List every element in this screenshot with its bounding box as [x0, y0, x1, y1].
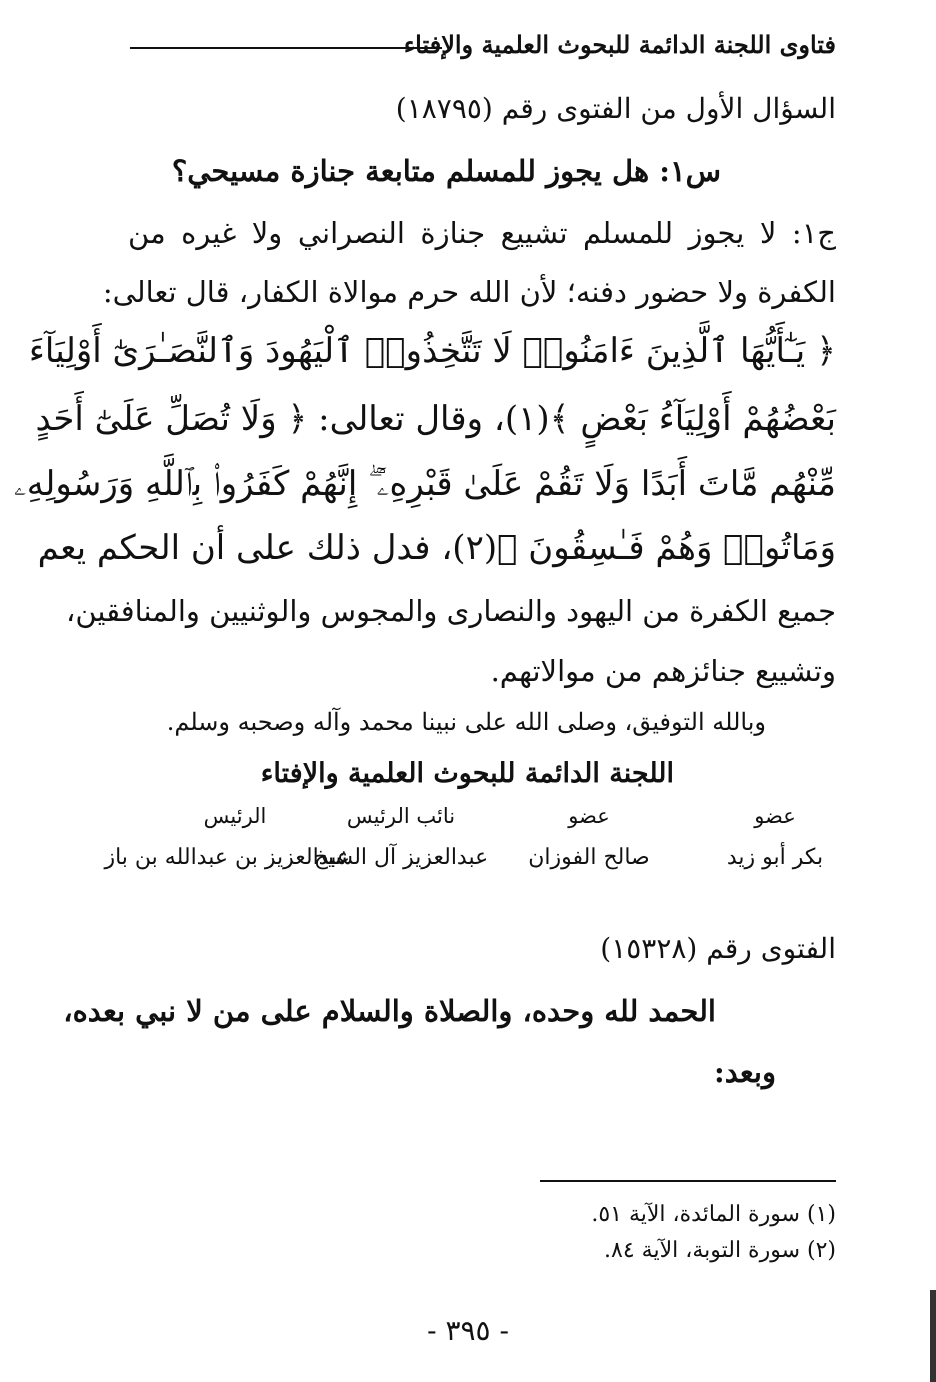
signatory-role-1: عضو — [754, 804, 796, 828]
fatwa-number-heading: الفتوى رقم (١٥٣٢٨) — [600, 932, 836, 965]
header-rule — [130, 47, 442, 49]
closing-line: وبالله التوفيق، وصلى الله على نبينا محمد وآله وصحبه وسلم. — [166, 708, 766, 736]
signatory-role-2: عضو — [568, 804, 610, 828]
signatory-role-3: نائب الرئيس — [346, 804, 456, 828]
wabad-line: وبعد: — [714, 1055, 776, 1089]
answer-line-5-quran: مِّنْهُم مَّاتَ أَبَدًا وَلَا تَقُمْ عَلَىٰ قَبْرِهِۦٓ ۖ إِنَّهُمْ كَفَرُوا۟ بِٱللَّهِ وَرَسُولِهِۦ — [13, 464, 836, 504]
page-number: - ٣٩٥ - — [427, 1314, 509, 1347]
footnote-2: (٢) سورة التوبة، الآية ٨٤. — [604, 1238, 836, 1263]
answer-line-6-quran: وَمَاتُوا۟ وَهُمْ فَـٰسِقُونَ ﴾(٢)، فدل ذلك على أن الحكم يعم — [37, 528, 836, 568]
answer-line-3-quran: ﴿ يَـٰٓأَيُّهَا ٱلَّذِينَ ءَامَنُوا۟ لَا تَتَّخِذُوا۟ ٱلْيَهُودَ وَٱلنَّصَـٰرَىٰٓ أَوْلِيَآءَ — [28, 331, 836, 371]
answer-line-1: ج١: لا يجوز للمسلم تشييع جنازة النصراني ولا غيره من — [128, 216, 836, 250]
signatory-role-4: الرئيس — [203, 804, 267, 828]
footnote-rule — [540, 1180, 836, 1182]
fatwa-question-heading: السؤال الأول من الفتوى رقم (١٨٧٩٥) — [395, 92, 836, 125]
signatory-name-1: بكر أبو زيد — [726, 845, 824, 870]
answer-line-8: وتشييع جنائزهم من موالاتهم. — [490, 654, 836, 688]
question-text: س١: هل يجوز للمسلم متابعة جنازة مسيحي؟ — [171, 154, 721, 188]
answer-line-2: الكفرة ولا حضور دفنه؛ لأن الله حرم موالاة الكفار، قال تعالى: — [102, 275, 836, 309]
footnote-1: (١) سورة المائدة، الآية ٥١. — [591, 1202, 836, 1227]
answer-line-4-quran: بَعْضُهُمْ أَوْلِيَآءُ بَعْضٍ ﴾(١)، وقال تعالى: ﴿ وَلَا تُصَلِّ عَلَىٰٓ أَحَدٍ — [35, 399, 836, 439]
praise-line: الحمد لله وحده، والصلاة والسلام على من لا نبي بعده، — [63, 994, 716, 1028]
signatory-name-3: عبدالعزيز آل الشيخ — [313, 845, 489, 870]
committee-name: اللجنة الدائمة للبحوث العلمية والإفتاء — [260, 758, 674, 789]
running-header-title: فتاوى اللجنة الدائمة للبحوث العلمية والإفتاء — [403, 30, 836, 59]
signatory-name-4: عبدالعزيز بن عبدالله بن باز — [104, 845, 350, 870]
answer-line-7: جميع الكفرة من اليهود والنصارى والمجوس والوثنيين والمنافقين، — [65, 594, 836, 628]
scan-edge-shadow — [930, 1290, 936, 1382]
signatory-name-2: صالح الفوزان — [528, 845, 650, 870]
